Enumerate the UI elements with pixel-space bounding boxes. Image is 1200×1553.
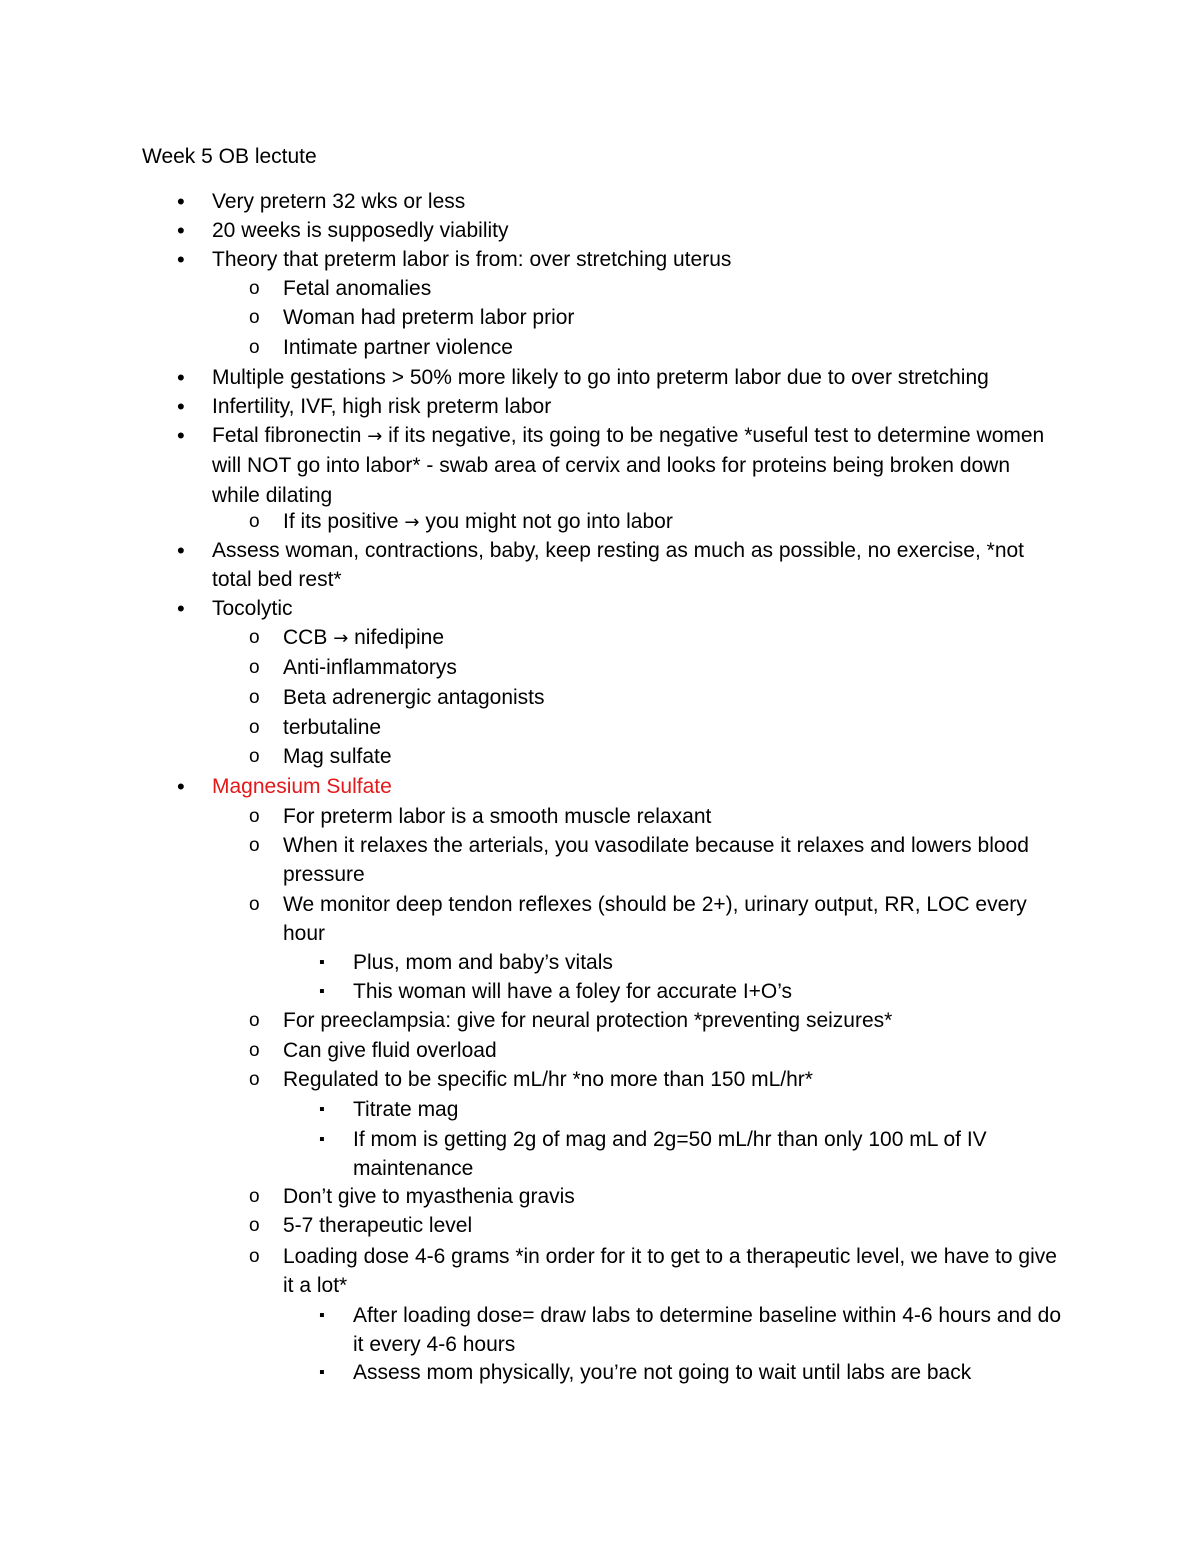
list-item-text: Multiple gestations > 50% more likely to go into preterm labor due to over stretching [212,366,989,389]
list-item-text: 20 weeks is supposedly viability [212,219,509,242]
list-item-text: Beta adrenergic antagonists [283,686,545,709]
list-item-text: CCB → nifedipine [283,626,445,649]
bullet-dot: • [177,189,185,214]
list-item-level-1 [177,421,1062,510]
bullet-circle: o [249,337,260,358]
list-item-level-1 [177,594,1062,623]
bullet-circle: o [249,307,260,328]
list-item-level-2 [249,802,1063,831]
bullet-square: ▪ [319,1307,325,1324]
document-title: Week 5 OB lectute [142,145,317,168]
bullet-dot: • [177,538,185,563]
list-item-text: Regulated to be specific mL/hr *no more than 150 mL/hr* [283,1068,813,1091]
bullet-circle: o [249,894,260,915]
list-item-text: Loading dose 4-6 grams *in order for it to get to a therapeutic level, we have to give it a lot* [283,1245,1057,1298]
list-item-level-2 [249,1006,1063,1035]
bullet-circle: o [249,1069,260,1090]
list-item-level-2 [249,1065,1063,1094]
bullet-dot: • [177,365,185,390]
list-item-level-2 [249,890,1063,949]
list-item-level-2 [249,507,1063,537]
list-item-text: Assess woman, contractions, baby, keep resting as much as possible, no exercise, *not total bed rest* [212,539,1025,592]
list-item-text: This woman will have a foley for accurate I+O’s [353,980,793,1003]
list-item-level-3 [319,1125,1063,1184]
list-item-level-2 [249,1182,1063,1211]
list-item-level-2 [249,1242,1063,1301]
bullet-circle: o [249,1010,260,1031]
list-item-level-2 [249,653,1063,682]
bullet-circle: o [249,278,260,299]
list-item-text: Woman had preterm labor prior [283,306,575,329]
list-item-level-2 [249,623,1063,653]
list-item-level-2 [249,274,1063,303]
list-item-text: For preeclampsia: give for neural protection *preventing seizures* [283,1009,893,1032]
list-item-text: terbutaline [283,716,382,739]
list-item-level-2 [249,1211,1063,1240]
list-item-level-1 [177,772,1062,801]
list-item-level-3 [319,1095,1063,1124]
list-item-level-2 [249,831,1063,890]
list-item-level-1 [177,216,1062,245]
list-item-level-1 [177,187,1062,216]
list-item-text: Fetal anomalies [283,277,432,300]
bullet-circle: o [249,511,260,532]
list-item-text: Very pretern 32 wks or less [212,190,466,213]
list-item-text: Fetal fibronectin → if its negative, its going to be negative *useful test to determine women will NOT go into labor* - swab area of cervix and looks for proteins being broken down while dilating [212,424,1045,507]
list-item-text: Tocolytic [212,597,293,620]
list-item-level-2 [249,1036,1063,1065]
list-item-level-2 [249,333,1063,362]
bullet-dot: • [177,218,185,243]
list-item-text: Titrate mag [353,1098,459,1121]
bullet-circle: o [249,835,260,856]
list-item-text: We monitor deep tendon reflexes (should be 2+), urinary output, RR, LOC every hour [283,893,1027,946]
list-item-level-2 [249,713,1063,742]
list-item-text: Anti-inflammatorys [283,656,457,679]
list-item-text: For preterm labor is a smooth muscle relaxant [283,805,712,828]
bullet-circle: o [249,1040,260,1061]
list-item-text: 5-7 therapeutic level [283,1214,473,1237]
list-item-text: Assess mom physically, you’re not going to wait until labs are back [353,1361,972,1384]
bullet-square: ▪ [319,983,325,1000]
list-item-level-3 [319,1301,1063,1360]
list-item-level-2 [249,303,1063,332]
list-item-text: Intimate partner violence [283,336,513,359]
list-item-text: Don’t give to myasthenia gravis [283,1185,575,1208]
list-item-level-3 [319,948,1063,977]
list-item-text: If its positive → you might not go into labor [283,510,673,533]
bullet-circle: o [249,1215,260,1236]
bullet-circle: o [249,1186,260,1207]
list-item-level-1 [177,363,1062,392]
list-item-text: Plus, mom and baby’s vitals [353,951,613,974]
list-item-text: Infertility, IVF, high risk preterm labor [212,395,552,418]
bullet-square: ▪ [319,954,325,971]
bullet-circle: o [249,806,260,827]
list-item-text: Theory that preterm labor is from: over stretching uterus [212,248,732,271]
bullet-circle: o [249,746,260,767]
list-item-level-2 [249,683,1063,712]
list-item-level-3 [319,1358,1063,1387]
right-arrow-icon: → [333,628,349,649]
bullet-dot: • [177,247,185,272]
list-item-level-1 [177,536,1062,595]
list-item-level-1 [177,245,1062,274]
bullet-square: ▪ [319,1101,325,1118]
bullet-circle: o [249,1246,260,1267]
bullet-dot: • [177,423,185,448]
bullet-circle: o [249,657,260,678]
bullet-dot: • [177,774,185,799]
list-item-text: Mag sulfate [283,745,392,768]
list-item-text: Can give fluid overload [283,1039,497,1062]
bullet-circle: o [249,627,260,648]
list-item-level-1 [177,392,1062,421]
bullet-square: ▪ [319,1131,325,1148]
bullet-dot: • [177,394,185,419]
bullet-square: ▪ [319,1364,325,1381]
right-arrow-icon: → [404,512,420,533]
list-item-text: If mom is getting 2g of mag and 2g=50 mL/hr than only 100 mL of IV maintenance [353,1128,987,1181]
list-item-text: Magnesium Sulfate [212,775,392,798]
right-arrow-icon: → [367,426,383,447]
bullet-dot: • [177,596,185,621]
list-item-level-3 [319,977,1063,1006]
list-item-level-2 [249,742,1063,771]
bullet-circle: o [249,717,260,738]
list-item-text: After loading dose= draw labs to determine baseline within 4-6 hours and do it every 4-6 hours [353,1304,1062,1357]
bullet-circle: o [249,687,260,708]
list-item-text: When it relaxes the arterials, you vasodilate because it relaxes and lowers blood pressure [283,834,1029,887]
